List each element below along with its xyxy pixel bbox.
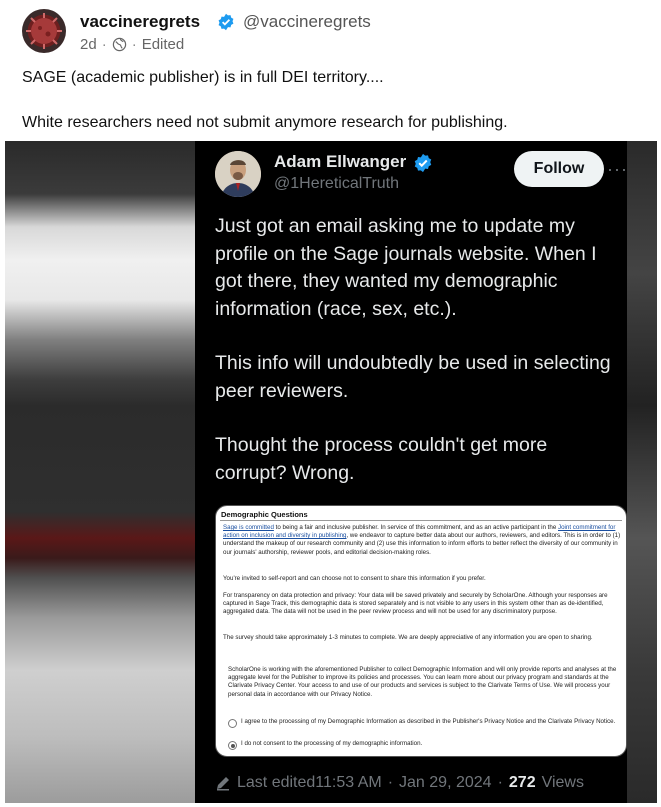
separator-dot: ·: [497, 774, 503, 791]
doc-link: Privacy Notice: [330, 690, 371, 698]
post-paragraph: White researchers need not submit anymore research for publishing.: [22, 114, 508, 131]
doc-text: . Your access to and use of our products and services is subject to the: [294, 682, 488, 690]
tweet-date: Jan 29, 2024: [399, 774, 492, 791]
user-handle[interactable]: @vaccineregrets: [243, 12, 371, 31]
doc-link: Joint commitment for action on inclusion and diversity in publishing: [223, 524, 616, 540]
doc-link: Clarivate Privacy Center: [228, 682, 295, 690]
demographic-questions-screenshot: [215, 505, 627, 757]
doc-paragraph: You're invited to self-report and can choose not to consent to share this information if you prefer.: [223, 575, 486, 582]
doc-paragraph: For transparency on data protection and privacy: Your data will be saved privately and securely by ScholarOne. Although your responses are captured in Sage Track, this demographic data is stored separately and is not visible to any users in this system other than as de-identified, aggregated data. The data will not be used in the peer review process and will not be used for any discriminatory purpose.: [223, 592, 608, 616]
avatar[interactable]: [22, 9, 66, 53]
post-text: [22, 68, 642, 133]
globe-icon: [112, 37, 127, 52]
blurred-background: [5, 141, 195, 803]
scholarone-notice: [228, 666, 621, 699]
last-edited-label: Last edited: [237, 774, 316, 791]
post-header: [22, 6, 642, 52]
views-count: 272: [508, 774, 536, 791]
divider: [220, 520, 622, 521]
doc-text: .: [370, 690, 373, 698]
post-paragraph: SAGE (academic publisher) is in full DEI territory....: [22, 69, 384, 86]
separator-dot: ·: [387, 774, 394, 791]
edited-label[interactable]: Edited: [141, 36, 185, 53]
follow-button: Follow: [514, 151, 604, 187]
doc-text: ScholarOne is working with the aforementioned Publisher to collect Demographic Information and will only provide reports and analyses at the aggregate level for the Publisher to improve its policies and processes. You can learn more about our privacy program and standards at the: [228, 666, 617, 682]
tweet-paragraph: Just got an email asking me to update my profile on the Sage journals website. When I got there, they wanted my demographic information (race, sex, etc.).: [215, 215, 597, 320]
embedded-tweet: [195, 141, 627, 803]
consent-option-label: I agree to the processing of my Demographic Information as described in the Publisher's Privacy Notice and the Clarivate Privacy Notice.: [241, 718, 616, 725]
tweet-author-handle: @1HereticalTruth: [274, 175, 400, 192]
more-options-icon: ···: [607, 159, 628, 179]
doc-paragraph: The survey should take approximately 1-3 minutes to complete. We are deeply appreciative of any information you are open to sharing.: [223, 634, 593, 641]
decline-option: [228, 740, 618, 750]
doc-title: Demographic Questions: [221, 510, 308, 519]
tweet-time: 11:53 AM: [315, 774, 382, 791]
separator-dot: ·: [101, 36, 107, 53]
decline-radio: [228, 741, 237, 750]
embedded-image[interactable]: [5, 141, 657, 803]
doc-text: . We will process your personal data in accordance with our: [228, 682, 611, 698]
pencil-icon: [215, 775, 231, 791]
decline-option-label: I do not consent to the processing of my demographic information.: [241, 740, 423, 747]
post-meta: [80, 36, 184, 53]
post-age: 2d: [80, 36, 97, 53]
doc-text: to being a fair and inclusive publisher. In service of this commitment, and as an active participant in the: [273, 524, 558, 531]
views-label: Views: [541, 774, 584, 791]
tweet-footer: [215, 774, 584, 792]
tweet-paragraph: Thought the process couldn't get more corrupt? Wrong.: [215, 434, 548, 484]
username[interactable]: vaccineregrets: [80, 12, 201, 31]
blurred-background: [627, 141, 657, 803]
tweet-text: [215, 213, 615, 487]
consent-option: [228, 718, 618, 728]
tweet-paragraph: This info will undoubtedly be used in selecting peer reviewers.: [215, 352, 611, 402]
separator-dot: ·: [131, 36, 137, 53]
doc-text: , we endeavor to capture better data about our authors, reviewers, and editors. This is in order to (1) understand the makeup of our research community and (2) use this information to inform efforts to better reflect the diversity of our community in our journals' authorship, reviewer pools, and editorial decision-making roles.: [223, 532, 621, 556]
tweet-author-name: Adam Ellwanger: [274, 152, 407, 171]
verified-badge-icon: [413, 153, 433, 173]
doc-paragraph: [223, 524, 621, 557]
verified-badge-icon: [217, 13, 235, 31]
doc-link: Sage is committed: [223, 524, 274, 531]
tweet-author-avatar: [215, 151, 261, 197]
consent-radio: [228, 719, 237, 728]
doc-link: Clarivate Terms of Use: [487, 682, 551, 690]
